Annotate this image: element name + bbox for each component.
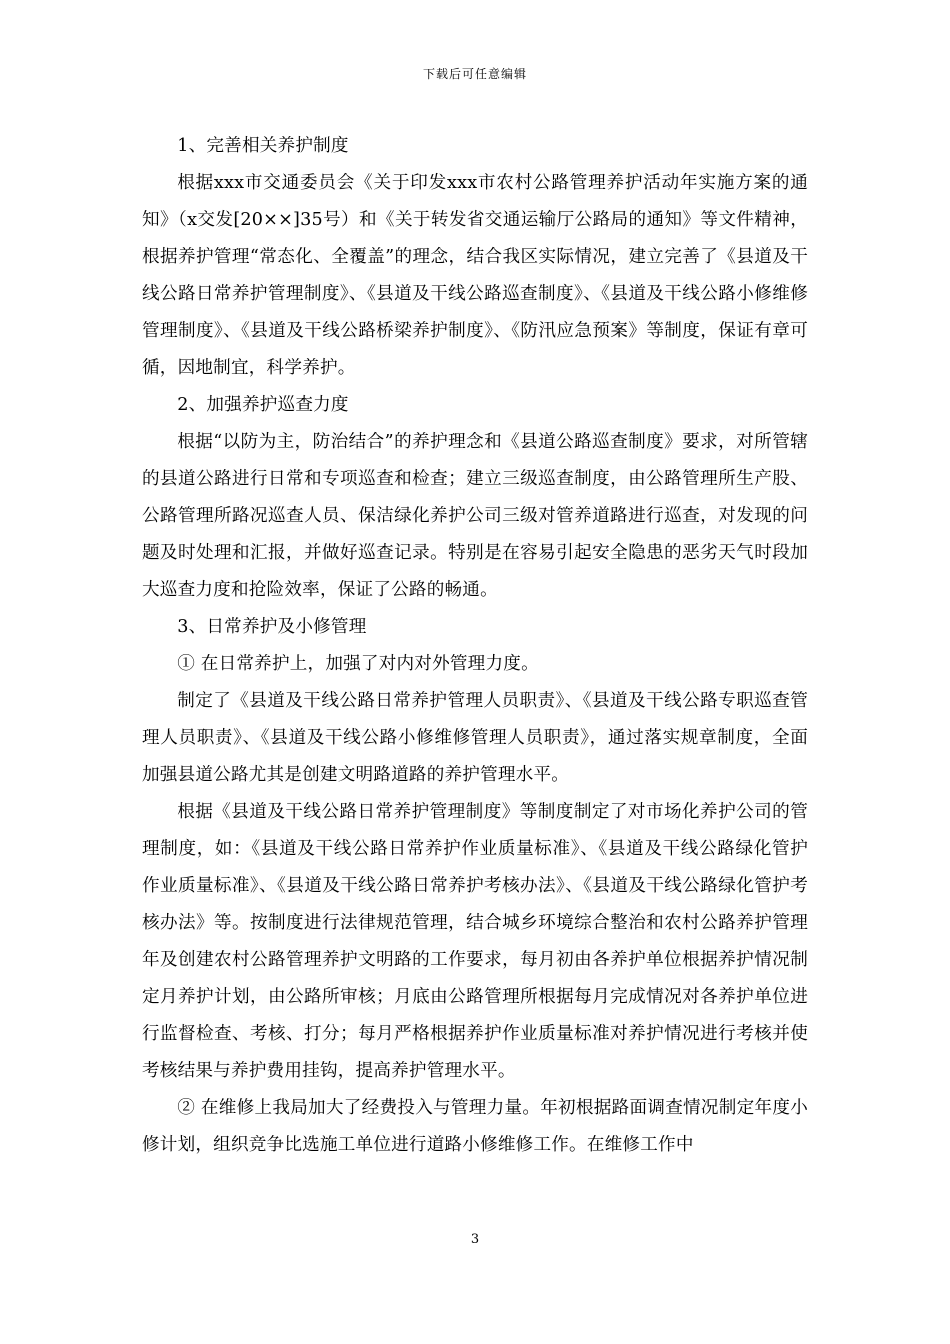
paragraph: 根据《县道及干线公路日常养护管理制度》等制度制定了对市场化养护公司的管理制度，如：《县道及干线公路日常养护作业质量标准》、《县道及干线公路绿化管护作业质量标准》、《县道及干线公路日常养护考核办法》、《县道及干线公路绿化管护考核办法》等。按制度进行法律规范管理，结合城乡环境综合整治和农村公路养护管理年及创建农村公路管理养护文明路的工作要求，每月初由各养护单位根据养护情况制定月养护计划，由公路所审核；月底由公路管理所根据每月完成情况对各养护单位进行监督检查、考核、打分；每月严格根据养护作业质量标准对养护情况进行考核并使考核结果与养护费用挂钩，提高养护管理水平。: [142, 802, 808, 1081]
page-header: 下载后可任意编辑: [422, 67, 527, 81]
paragraph: 制定了《县道及干线公路日常养护管理人员职责》、《县道及干线公路专职巡查管理人员职责》、《县道及干线公路小修维修管理人员职责》，通过落实规章制度，全面加强县道公路尤其是创建文明路道路的养护管理水平。: [142, 691, 808, 785]
section-heading-1: 1、完善相关养护制度: [177, 136, 349, 156]
section-heading-2: 2、加强养护巡查力度: [177, 395, 349, 415]
paragraph: 根据“以防为主，防治结合”的养护理念和《县道公路巡查制度》要求，对所管辖的县道公路进行日常和专项巡查和检查；建立三级巡查制度，由公路管理所生产股、公路管理所路况巡查人员、保洁绿化养护公司三级对管养道路进行巡查，对发现的问题及时处理和汇报，并做好巡查记录。特别是在容易引起安全隐患的恶劣天气时段加大巡查力度和抢险效率，保证了公路的畅通。: [142, 432, 808, 600]
paragraph: 根据xxx市交通委员会《关于印发xxx市农村公路管理养护活动年实施方案的通知》（x交发[20××]35号）和《关于转发省交通运输厅公路局的通知》等文件精神，根据养护管理“常态化、全覆盖”的理念，结合我区实际情况，建立完善了《县道及干线公路日常养护管理制度》、《县道及干线公路巡查制度》、《县道及干线公路小修维修管理制度》、《县道及干线公路桥梁养护制度》、《防汛应急预案》等制度，保证有章可循，因地制宜，科学养护。: [142, 173, 808, 378]
section-heading-3: 3、日常养护及小修管理: [177, 617, 367, 637]
page-number: 3: [470, 1232, 480, 1247]
paragraph: ② 在维修上我局加大了经费投入与管理力量。年初根据路面调查情况制定年度小修计划，组织竞争比选施工单位进行道路小修维修工作。在维修工作中: [142, 1098, 808, 1155]
sub-heading-1: ① 在日常养护上，加强了对内对外管理力度。: [177, 654, 539, 674]
document-body: [142, 128, 808, 1164]
